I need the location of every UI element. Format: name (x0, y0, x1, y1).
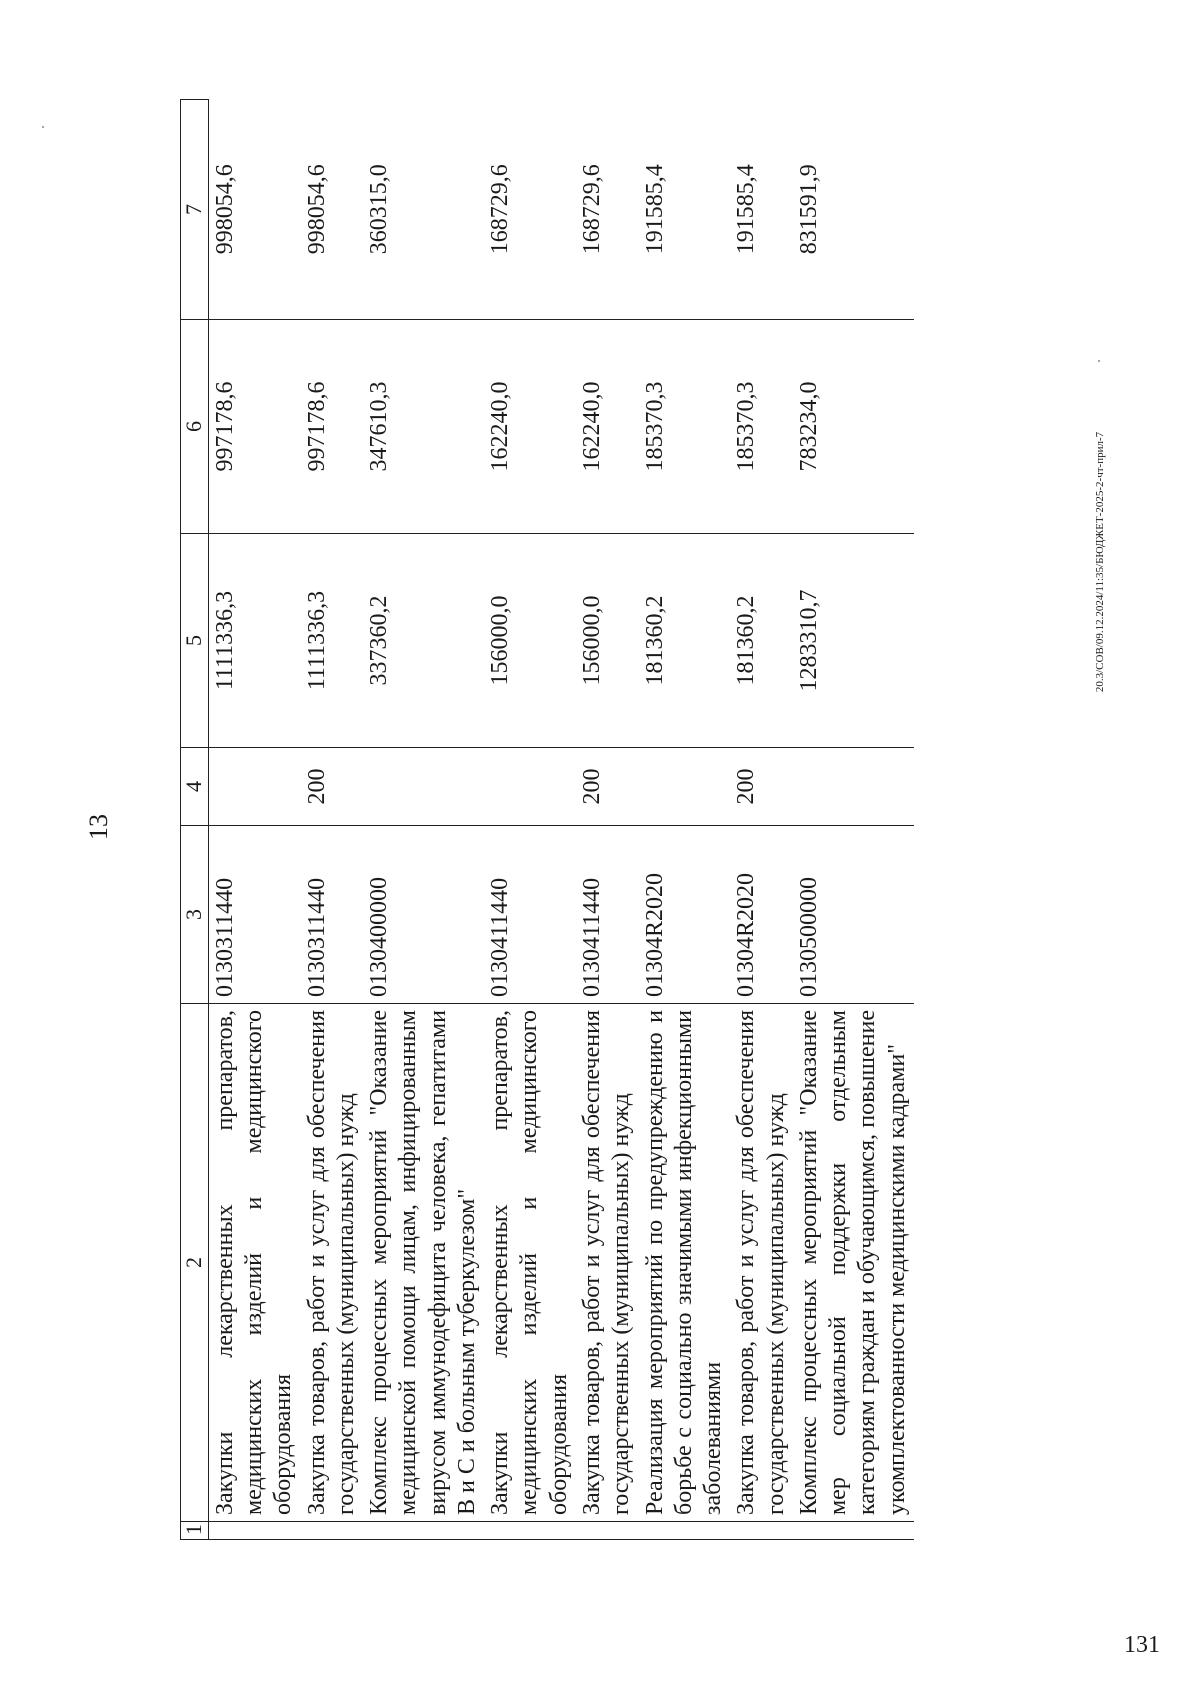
row-value-7: 191585,4 (639, 100, 731, 320)
table-row (639, 100, 731, 1540)
row-number-cell (576, 1522, 639, 1540)
scan-speck (1098, 360, 1100, 362)
row-value-5: 1283310,7 (793, 534, 914, 748)
row-value-7: 998054,6 (301, 100, 364, 320)
table-row (208, 100, 300, 1540)
row-value-7: 168729,6 (484, 100, 576, 320)
row-code: 0130400000 (363, 826, 484, 1004)
page-number-top: 13 (84, 814, 113, 840)
row-number-cell (793, 1522, 914, 1540)
row-value-6: 783234,0 (793, 320, 914, 534)
row-value-6: 997178,6 (301, 320, 364, 534)
row-value-7: 168729,6 (576, 100, 639, 320)
table-row (730, 100, 793, 1540)
row-name: Закупка товаров, работ и услуг для обеспечения государственных (муниципальных) нужд (576, 1004, 639, 1522)
row-value-5: 1111336,3 (301, 534, 364, 748)
document-code (1090, 102, 1110, 1022)
table-row (301, 100, 364, 1540)
row-type (363, 748, 484, 826)
table-row (363, 100, 484, 1540)
row-code: 0130411440 (576, 826, 639, 1004)
row-value-6: 185370,3 (730, 320, 793, 534)
table-row (576, 100, 639, 1540)
row-value-5: 181360,2 (639, 534, 731, 748)
header-col-1: 1 (181, 1522, 209, 1540)
row-value-7: 998054,6 (208, 100, 300, 320)
row-value-5: 181360,2 (730, 534, 793, 748)
budget-table (180, 99, 914, 1540)
row-code: 01304R2020 (730, 826, 793, 1004)
row-value-5: 156000,0 (576, 534, 639, 748)
row-type: 200 (730, 748, 793, 826)
table-row (793, 100, 914, 1540)
header-col-3: 3 (181, 826, 209, 1004)
row-value-5: 337360,2 (363, 534, 484, 748)
row-value-6: 185370,3 (639, 320, 731, 534)
row-value-6: 162240,0 (576, 320, 639, 534)
row-value-7: 360315,0 (363, 100, 484, 320)
rotated-table-container (180, 100, 1050, 1540)
scan-speck (42, 126, 44, 128)
row-name: Комплекс процессных мероприятий "Оказание мер социальной поддержки отдельным категориям граждан и обучающимся, повышение укомплектованности медицинскими кадрами" (793, 1004, 914, 1522)
row-type (639, 748, 731, 826)
row-name: Закупка товаров, работ и услуг для обеспечения государственных (муниципальных) нужд (730, 1004, 793, 1522)
row-number-cell (301, 1522, 364, 1540)
header-col-6: 6 (181, 320, 209, 534)
row-type: 200 (301, 748, 364, 826)
row-value-7: 831591,9 (793, 100, 914, 320)
row-code: 0130411440 (484, 826, 576, 1004)
row-value-6: 162240,0 (484, 320, 576, 534)
row-name: Реализация мероприятий по предупреждению и борьбе с социально значимыми инфекционными заболеваниями (639, 1004, 731, 1522)
document-code-text: 20.3/СОВ/09.12.2024/11:35/БЮДЖЕТ-2025-2-чт-прил-7 (1094, 431, 1106, 693)
row-number-cell (484, 1522, 576, 1540)
row-name: Закупки лекарственных препаратов, медицинских изделий и медицинского оборудования (208, 1004, 300, 1522)
row-code: 01304R2020 (639, 826, 731, 1004)
row-type (793, 748, 914, 826)
row-number-cell (639, 1522, 731, 1540)
row-value-6: 347610,3 (363, 320, 484, 534)
row-value-5: 156000,0 (484, 534, 576, 748)
row-value-5: 1111336,3 (208, 534, 300, 748)
row-name: Закупка товаров, работ и услуг для обеспечения государственных (муниципальных) нужд (301, 1004, 364, 1522)
row-type (484, 748, 576, 826)
row-code: 0130311440 (301, 826, 364, 1004)
page-number-bottom: 131 (1124, 1632, 1160, 1658)
table-row (484, 100, 576, 1540)
header-col-4: 4 (181, 748, 209, 826)
row-number-cell (730, 1522, 793, 1540)
row-code: 0130500000 (793, 826, 914, 1004)
row-type: 200 (576, 748, 639, 826)
header-col-7: 7 (181, 100, 209, 320)
row-name: Закупки лекарственных препаратов, медицинских изделий и медицинского оборудования (484, 1004, 576, 1522)
row-value-6: 997178,6 (208, 320, 300, 534)
header-col-5: 5 (181, 534, 209, 748)
header-col-2: 2 (181, 1004, 209, 1522)
row-name: Комплекс процессных мероприятий "Оказание медицинской помощи лицам, инфицированным вирусом иммунодефицита человека, гепатитами В и С и больным туберкулезом" (363, 1004, 484, 1522)
row-value-7: 191585,4 (730, 100, 793, 320)
row-code: 0130311440 (208, 826, 300, 1004)
row-number-cell (208, 1522, 300, 1540)
table-header-row (181, 100, 209, 1540)
row-type (208, 748, 300, 826)
row-number-cell (363, 1522, 484, 1540)
